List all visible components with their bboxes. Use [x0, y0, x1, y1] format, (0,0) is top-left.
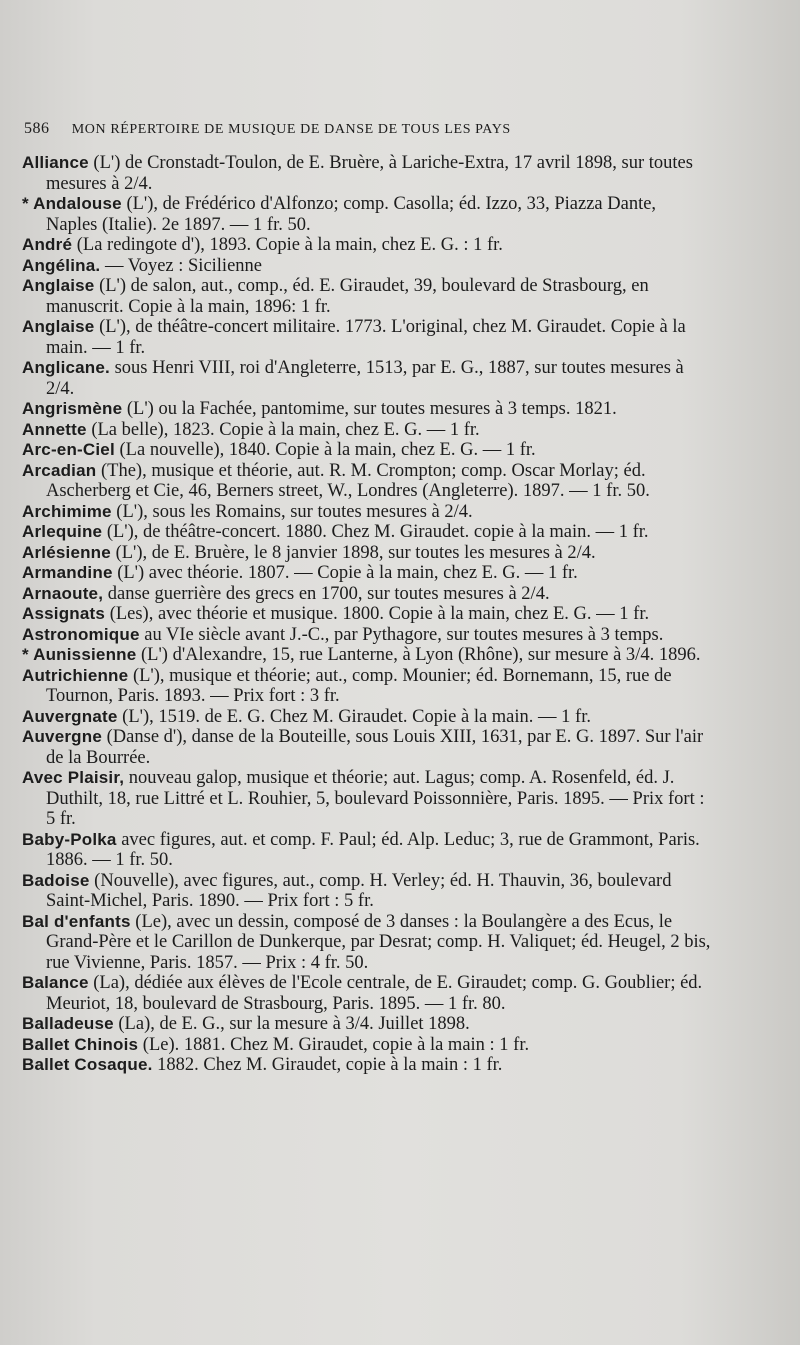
entry-term: Avec Plaisir, — [22, 768, 125, 787]
list-item — [22, 276, 712, 317]
entry-text: (L'), de théâtre-concert militaire. 1773. L'original, chez M. Giraudet. Copie à la main. — 1 fr. — [46, 317, 686, 358]
list-item — [22, 502, 712, 523]
entry-text: (L'), musique et théorie; aut., comp. Mounier; éd. Bornemann, 15, rue de Tournon, Paris. 1893. — Prix fort : 3 fr. — [46, 665, 672, 706]
list-item — [22, 604, 712, 625]
list-item — [22, 768, 712, 830]
entry-term: Arlequine — [22, 522, 103, 541]
list-item — [22, 194, 712, 235]
entry-term: Anglicane. — [22, 358, 110, 377]
entry-term: Anglaise — [22, 317, 95, 336]
entry-text: (The), musique et théorie, aut. R. M. Crompton; comp. Oscar Morlay; éd. Ascherberg et Cie, 46, Berners street, W., Londres (Angleterre). 1897. — 1 fr. 50. — [46, 460, 650, 501]
entry-text: danse guerrière des grecs en 1700, sur toutes mesures à 2/4. — [103, 583, 550, 604]
entry-term: Ballet Chinois — [22, 1034, 139, 1054]
running-title: MON RÉPERTOIRE DE MUSIQUE DE DANSE DE TOUS LES PAYS — [71, 122, 511, 137]
entry-text: sous Henri VIII, roi d'Angleterre, 1513, par E. G., 1887, sur toutes mesures à 2/4. — [46, 358, 684, 399]
list-item — [22, 256, 712, 277]
entry-term: Auvergnate — [22, 706, 118, 726]
page-header — [24, 120, 704, 138]
list-item — [22, 584, 712, 605]
entry-term: Armandine — [22, 563, 113, 582]
entry-text: (L'), de Frédérico d'Alfonzo; comp. Casolla; éd. Izzo, 33, Piazza Dante, Naples (Italie). 2e 1897. — 1 fr. 50. — [46, 194, 657, 235]
list-item — [22, 645, 712, 666]
entry-text: (La), de E. G., sur la mesure à 3/4. Juillet 1898. — [113, 1014, 470, 1034]
entry-text: nouveau galop, musique et théorie; aut. Lagus; comp. A. Rosenfeld, éd. J. Duthilt, 18, rue Littré et L. Rouhier, 5, boulevard Poissonnière, Paris. 1895. — Prix fort : 5 fr. — [46, 768, 705, 829]
entry-text: au VIe siècle avant J.-C., par Pythagore, sur toutes mesures à 3 temps. — [139, 624, 664, 645]
entry-text: (La nouvelle), 1840. Copie à la main, chez E. G. — 1 fr. — [114, 440, 536, 460]
entry-term: Alliance — [22, 153, 89, 172]
entry-term: Annette — [22, 419, 87, 439]
list-item — [22, 625, 712, 646]
list-item — [22, 666, 712, 707]
list-item — [22, 399, 712, 420]
entry-term: Arnaoute, — [22, 583, 104, 603]
entry-term: Angrismène — [22, 399, 123, 418]
list-item — [22, 1055, 712, 1076]
entry-text: 1882. Chez M. Giraudet, copie à la main : 1 fr. — [152, 1055, 503, 1075]
entry-term: Astronomique — [22, 624, 140, 644]
entry-text: (Les), avec théorie et musique. 1800. Copie à la main, chez E. G. — 1 fr. — [105, 604, 650, 624]
entry-term: Anglaise — [22, 276, 95, 295]
page-number: 586 — [24, 120, 50, 137]
entry-term: * Andalouse — [22, 194, 122, 213]
entry-term: Archimime — [22, 501, 112, 521]
entry-text: (Danse d'), danse de la Bouteille, sous Louis XIII, 1631, par E. G. 1897. Sur l'air de la Bourrée. — [46, 727, 704, 768]
entry-term: Autrichienne — [22, 665, 129, 685]
list-item — [22, 317, 712, 358]
entry-term: Arcadian — [22, 460, 97, 480]
entry-term: Arlésienne — [22, 542, 111, 562]
entry-term: * Aunissienne — [22, 645, 137, 664]
entry-text: (Le), avec un dessin, composé de 3 danses : la Boulangère a des Ecus, le Grand-Père et le Carillon de Dunkerque, par Desrat; comp. H. Valiquet; éd. Heugel, 2 bis, rue Vivienne, Paris. 1857. — Prix : 4 fr. 50. — [46, 911, 711, 973]
entry-text: (L') de salon, aut., comp., éd. E. Giraudet, 39, boulevard de Strasbourg, en manuscrit. Copie à la main, 1896: 1 fr. — [46, 276, 649, 317]
entry-text: avec figures, aut. et comp. F. Paul; éd. Alp. Leduc; 3, rue de Grammont, Paris. 1886. — 1 fr. 50. — [46, 829, 700, 870]
entry-term: Bal d'enfants — [22, 911, 131, 931]
entry-text: (La), dédiée aux élèves de l'Ecole centrale, de E. Giraudet; comp. G. Goublier; éd. Meuriot, 18, boulevard de Strasbourg, Paris. 1895. — 1 fr. 80. — [46, 973, 703, 1014]
entry-term: Auvergne — [22, 727, 103, 746]
list-item — [22, 358, 712, 399]
entry-text: (L'), sous les Romains, sur toutes mesures à 2/4. — [111, 501, 473, 522]
list-item — [22, 707, 712, 728]
entry-text: (L'), de théâtre-concert. 1880. Chez M. Giraudet. copie à la main. — 1 fr. — [102, 522, 649, 542]
entry-term: Arc-en-Ciel — [22, 440, 115, 459]
entry-text: — Voyez : Sicilienne — [100, 255, 262, 276]
entry-text: (Nouvelle), avec figures, aut., comp. H. Verley; éd. H. Thauvin, 36, boulevard Saint-Michel, Paris. 1890. — Prix fort : 5 fr. — [46, 870, 672, 911]
list-item — [22, 830, 712, 871]
entry-list — [22, 153, 712, 1076]
entry-text: (La redingote d'), 1893. Copie à la main, chez E. G. : 1 fr. — [72, 235, 503, 255]
entry-text: (L'), de E. Bruère, le 8 janvier 1898, sur toutes les mesures à 2/4. — [110, 542, 596, 563]
entry-term: Ballet Cosaque. — [22, 1055, 153, 1074]
entry-text: (L'), 1519. de E. G. Chez M. Giraudet. Copie à la main. — 1 fr. — [117, 706, 591, 727]
list-item — [22, 543, 712, 564]
list-item — [22, 153, 712, 194]
list-item — [22, 563, 712, 584]
entry-text: (L') de Cronstadt-Toulon, de E. Bruère, à Lariche-Extra, 17 avril 1898, sur toutes mesures à 2/4. — [46, 153, 693, 194]
entry-term: Badoise — [22, 870, 90, 890]
entry-text: (Le). 1881. Chez M. Giraudet, copie à la main : 1 fr. — [138, 1034, 530, 1055]
entry-text: (L') d'Alexandre, 15, rue Lanterne, à Lyon (Rhône), sur mesure à 3/4. 1896. — [136, 645, 701, 665]
list-item — [22, 1014, 712, 1035]
entry-text: (L') ou la Fachée, pantomime, sur toutes mesures à 3 temps. 1821. — [122, 399, 617, 419]
entry-term: André — [22, 235, 73, 254]
list-item — [22, 522, 712, 543]
list-item — [22, 871, 712, 912]
list-item — [22, 440, 712, 461]
list-item — [22, 420, 712, 441]
list-item — [22, 235, 712, 256]
entry-term: Balladeuse — [22, 1014, 114, 1033]
entry-text: (L') avec théorie. 1807. — Copie à la main, chez E. G. — 1 fr. — [112, 563, 578, 583]
list-item — [22, 973, 712, 1014]
list-item — [22, 912, 712, 974]
entry-term: Angélina. — [22, 255, 101, 275]
entry-term: Balance — [22, 973, 89, 992]
list-item — [22, 461, 712, 502]
entry-text: (La belle), 1823. Copie à la main, chez E. G. — 1 fr. — [86, 419, 480, 440]
entry-term: Baby-Polka — [22, 829, 117, 849]
entry-term: Assignats — [22, 604, 106, 623]
list-item — [22, 1035, 712, 1056]
list-item — [22, 727, 712, 768]
